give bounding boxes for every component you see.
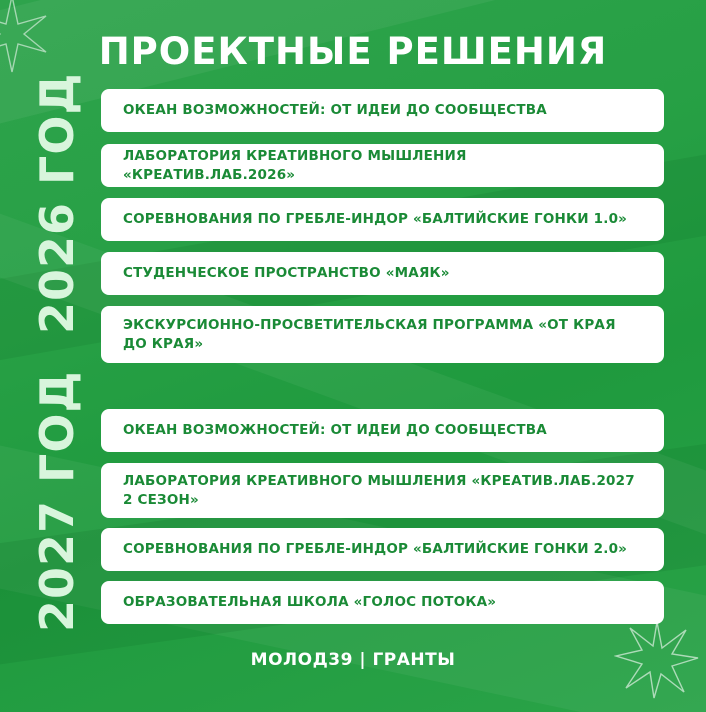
project-title: СОРЕВНОВАНИЯ ПО ГРЕБЛЕ-ИНДОР «БАЛТИЙСКИЕ ГОНКИ 1.0» bbox=[123, 211, 628, 227]
page-title: ПРОЕКТНЫЕ РЕШЕНИЯ bbox=[98, 30, 608, 73]
project-title: ОКЕАН ВОЗМОЖНОСТЕЙ: ОТ ИДЕИ ДО СООБЩЕСТВА bbox=[123, 422, 547, 438]
project-card bbox=[101, 89, 664, 132]
project-card bbox=[101, 198, 664, 241]
project-title: ЭКСКУРСИОННО-ПРОСВЕТИТЕЛЬСКАЯ ПРОГРАММА «ОТ КРАЯ ДО КРАЯ» bbox=[123, 316, 616, 352]
year-label-2026: 2026 ГОД bbox=[30, 72, 84, 334]
project-title: СТУДЕНЧЕСКОЕ ПРОСТРАНСТВО «МАЯК» bbox=[123, 265, 450, 281]
project-title: ОКЕАН ВОЗМОЖНОСТЕЙ: ОТ ИДЕИ ДО СООБЩЕСТВА bbox=[123, 102, 547, 118]
project-card bbox=[101, 581, 664, 624]
project-title: ЛАБОРАТОРИЯ КРЕАТИВНОГО МЫШЛЕНИЯ «КРЕАТИВ.ЛАБ.2026» bbox=[123, 147, 467, 183]
project-card bbox=[101, 252, 664, 295]
footer-brand: МОЛОД39 | ГРАНТЫ bbox=[250, 650, 456, 670]
project-card bbox=[101, 306, 664, 363]
year-label-2027: 2027 ГОД bbox=[30, 370, 84, 632]
project-card bbox=[101, 463, 664, 518]
project-card bbox=[101, 409, 664, 452]
project-title: ОБРАЗОВАТЕЛЬНАЯ ШКОЛА «ГОЛОС ПОТОКА» bbox=[123, 594, 497, 610]
project-title: ЛАБОРАТОРИЯ КРЕАТИВНОГО МЫШЛЕНИЯ «КРЕАТИВ.ЛАБ.2027 2 СЕЗОН» bbox=[123, 472, 635, 508]
project-title: СОРЕВНОВАНИЯ ПО ГРЕБЛЕ-ИНДОР «БАЛТИЙСКИЕ ГОНКИ 2.0» bbox=[123, 541, 628, 557]
project-card bbox=[101, 144, 664, 187]
project-card bbox=[101, 528, 664, 571]
